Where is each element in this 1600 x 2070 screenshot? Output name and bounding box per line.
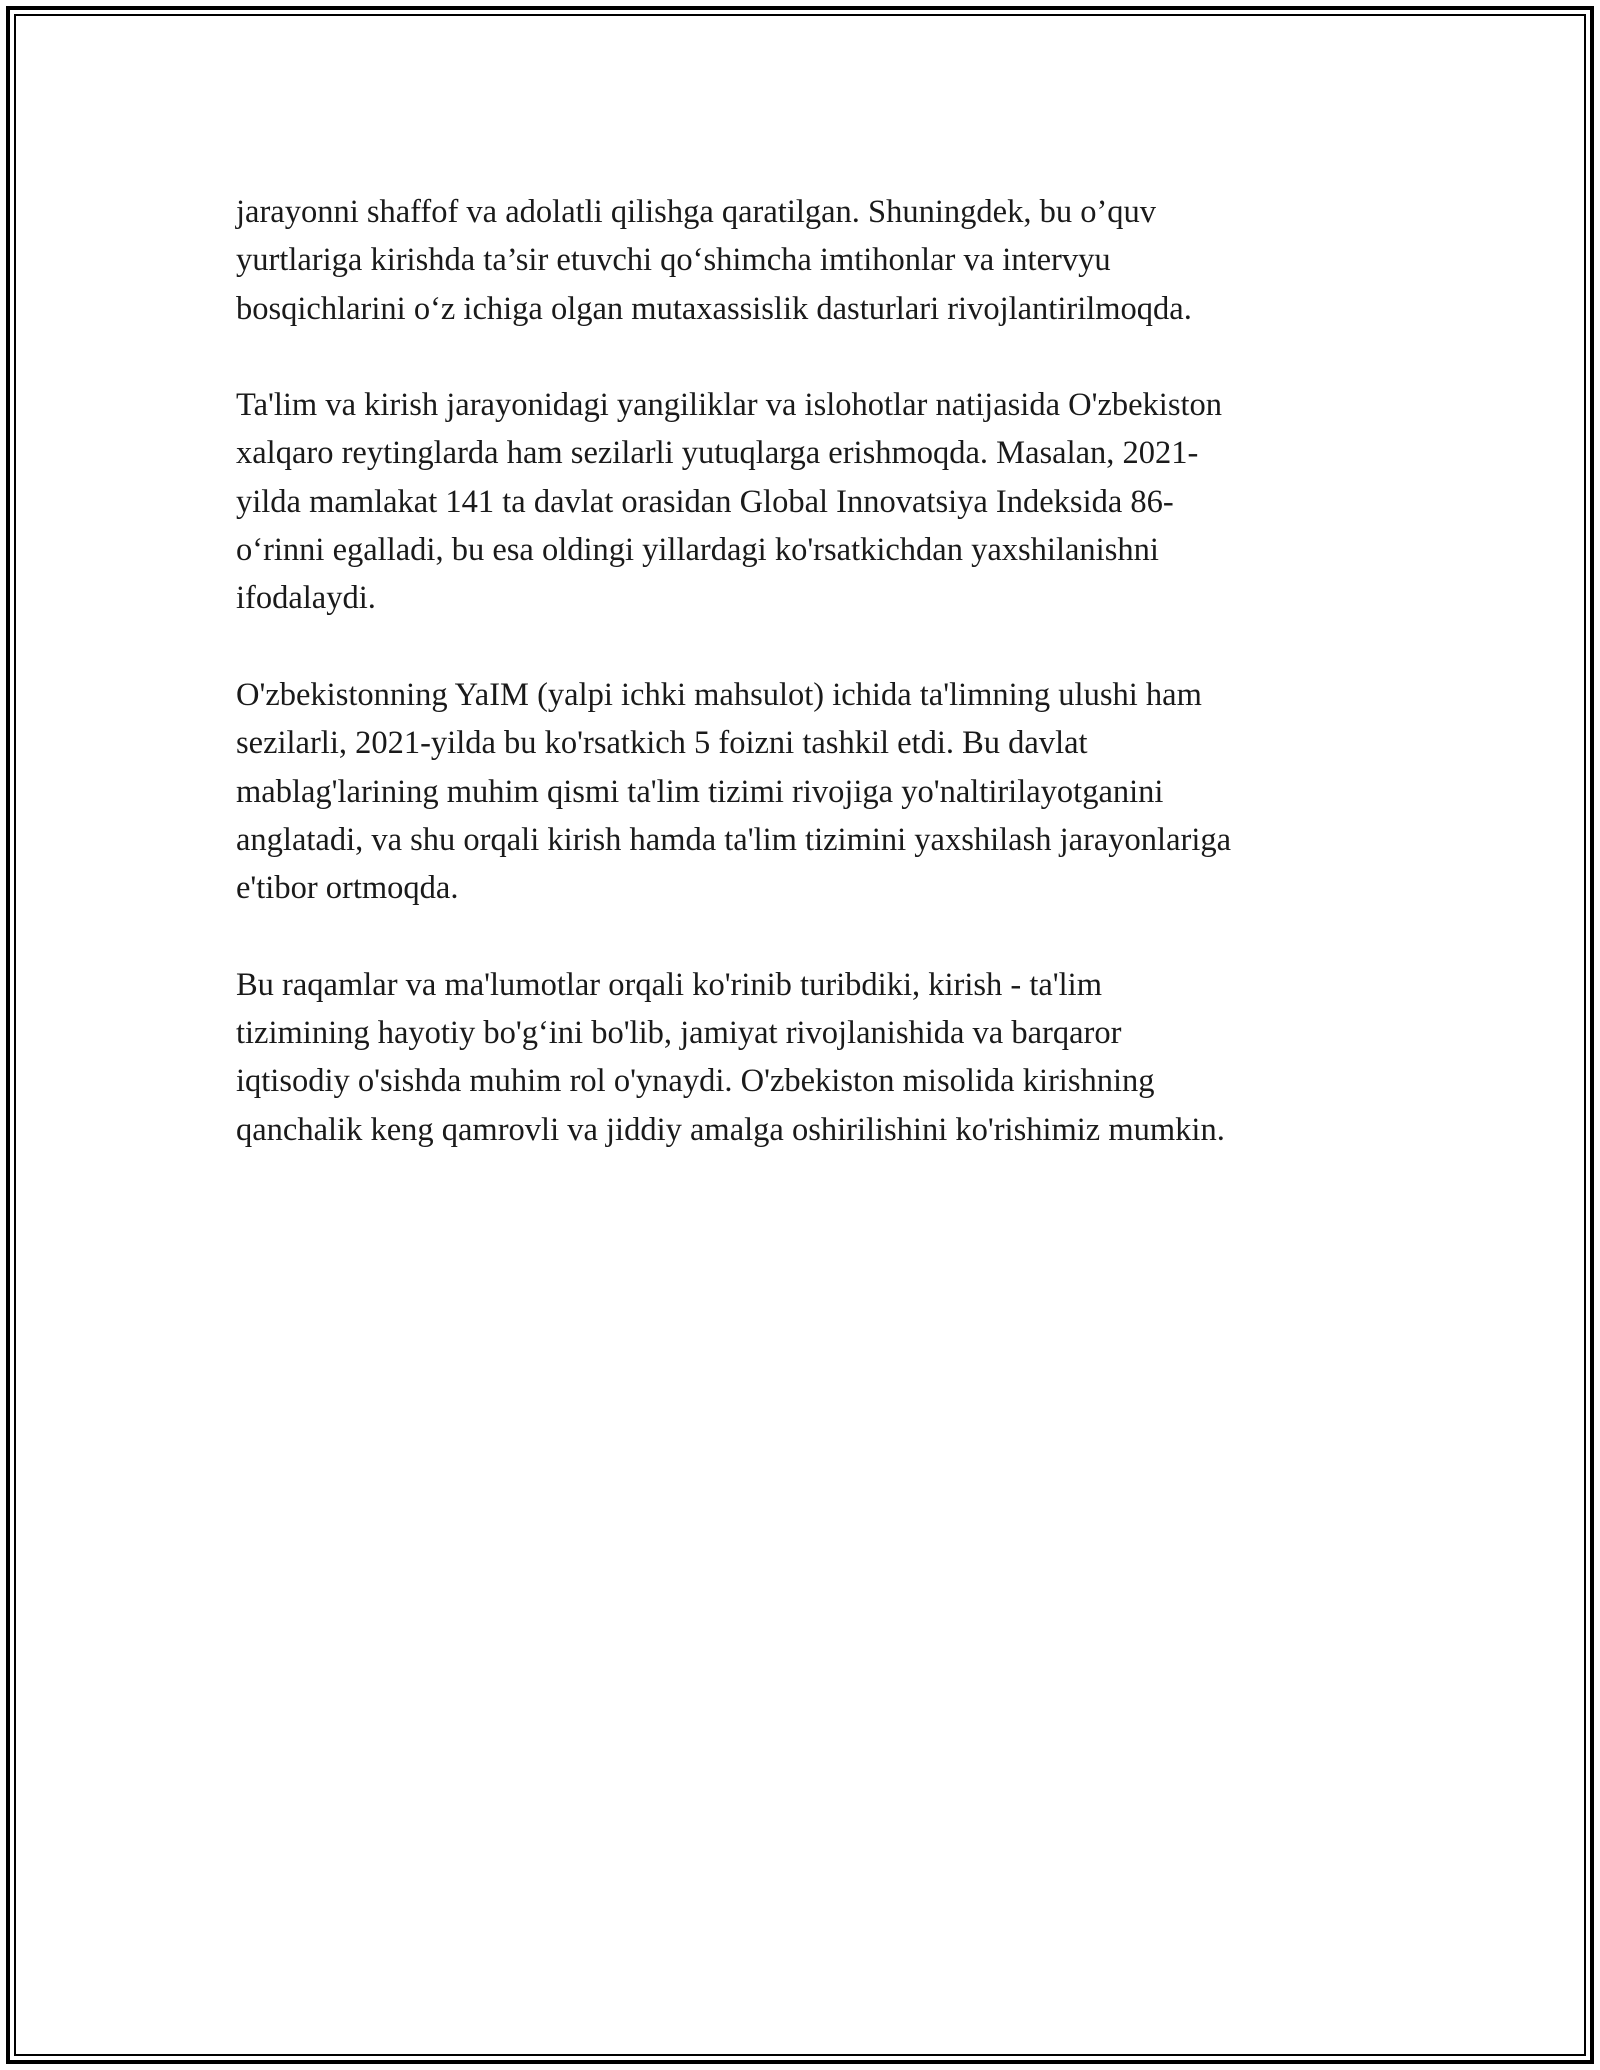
paragraph-3: O'zbekistonning YaIM (yalpi ichki mahsulot) ichida ta'limning ulushi ham sezilarli, 2021-yilda bu ko'rsatkich 5 foizni tashkil etdi. Bu davlat mablag'larining muhim qismi ta'lim tizimi rivojiga yo'naltirilayotganini anglatadi, va shu orqali kirish hamda ta'lim tizimini yaxshilash jarayonlariga e'tibor ortmoqda.: [236, 676, 1232, 907]
paragraph-1: jarayonni shaffof va adolatli qilishga qaratilgan. Shuningdek, bu o’quv yurtlariga kirishda ta’sir etuvchi qo‘shimcha imtihonlar va intervyu bosqichlarini o‘z ichiga olgan mutaxassislik dasturlari rivojlantirilmoqda.: [236, 194, 1192, 327]
paragraph-2: Ta'lim va kirish jarayonidagi yangiliklar va islohotlar natijasida O'zbekiston xalqaro reytinglarda ham sezilarli yutuqlarga erishmoqda. Masalan, 2021- yilda mamlakat 141 ta davlat orasidan Global Innovatsiya Indeksida 86- o‘rinni egalladi, bu esa oldingi yillardagi ko'rsatkichdan yaxshilanishni ifodalaydi.: [236, 387, 1222, 617]
document-body: [236, 188, 1396, 1202]
paragraph-4: Bu raqamlar va ma'lumotlar orqali ko'rinib turibdiki, kirish - ta'lim tizimining hayotiy bo'g‘ini bo'lib, jamiyat rivojlanishida va barqaror iqtisodiy o'sishda muhim rol o'ynaydi. O'zbekiston misolida kirishning qanchalik keng qamrovli va jiddiy amalga oshirilishini ko'rishimiz mumkin.: [236, 966, 1225, 1148]
